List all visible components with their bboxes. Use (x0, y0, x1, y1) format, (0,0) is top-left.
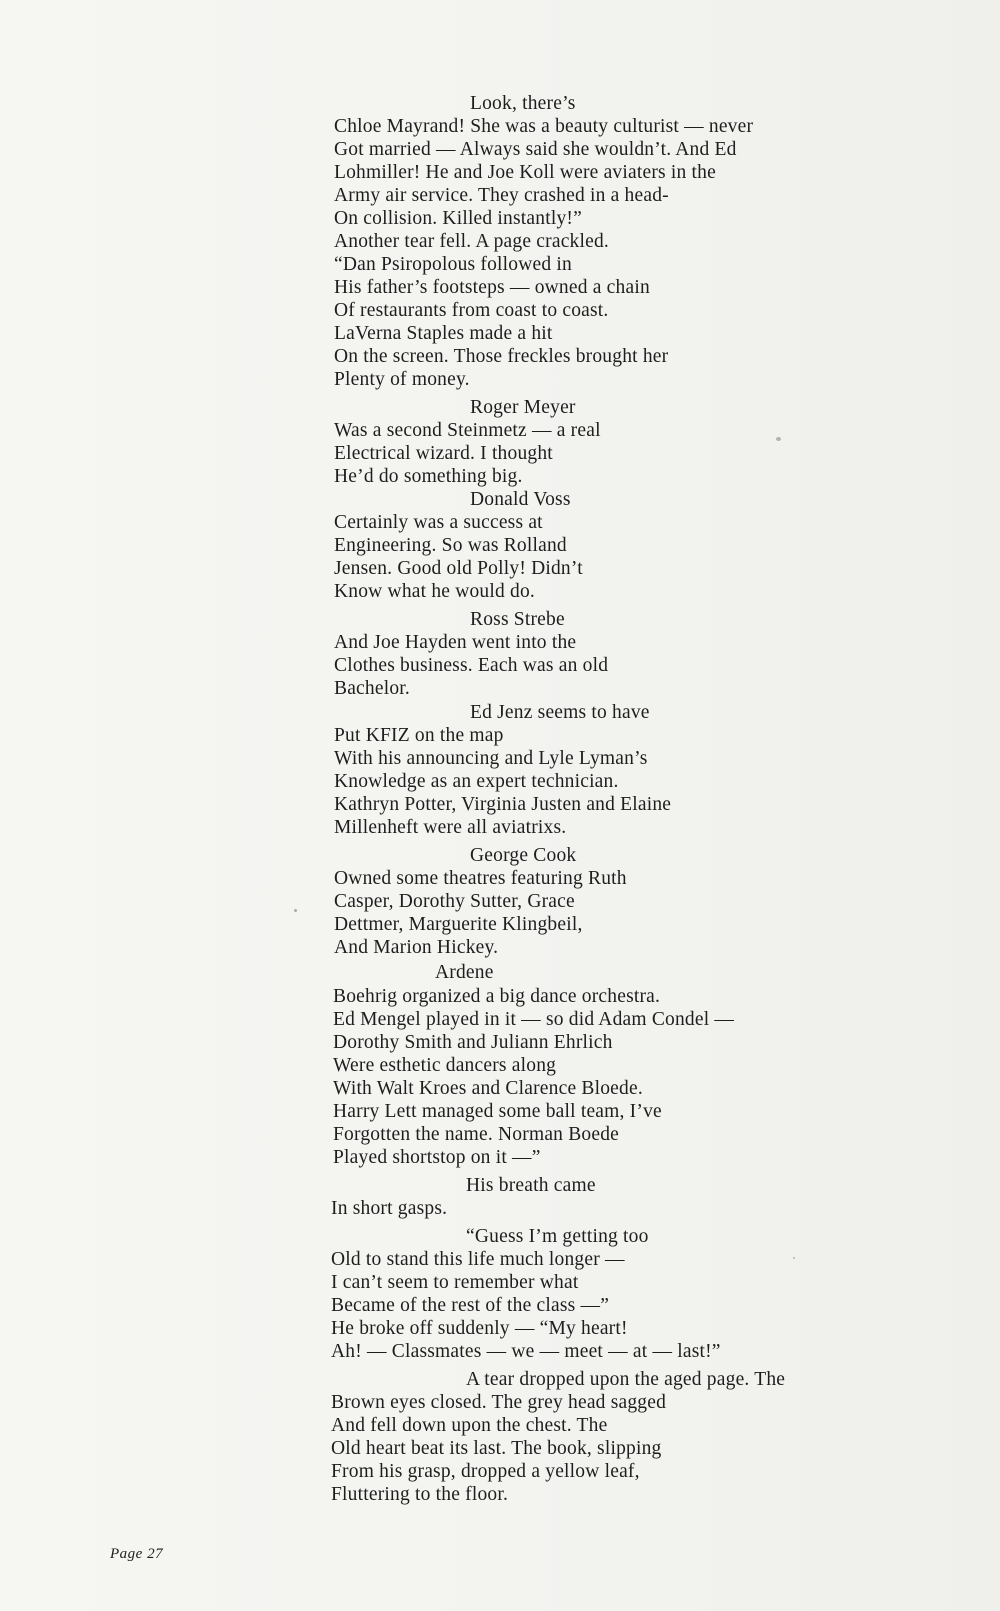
poem-line: Ardene (435, 962, 494, 983)
poem-line: Army air service. They crashed in a head- (334, 185, 669, 206)
poem-line: Engineering. So was Rolland (334, 535, 567, 556)
poem-line: Chloe Mayrand! She was a beauty culturist — never (334, 116, 754, 137)
poem-line: Was a second Steinmetz — a real (334, 420, 601, 441)
poem-line: Ed Mengel played in it — so did Adam Condel — (333, 1009, 735, 1030)
poem-line: Ah! — Classmates — we — meet — at — last!” (331, 1341, 721, 1362)
paper-speck (294, 909, 297, 912)
poem-line: In short gasps. (331, 1198, 448, 1219)
poem-line: Boehrig organized a big dance orchestra. (333, 986, 661, 1007)
poem-line: Roger Meyer (470, 397, 576, 418)
poem-line: And Marion Hickey. (334, 937, 499, 958)
poem-line: “Dan Psiropolous followed in (334, 254, 572, 275)
poem-line: Casper, Dorothy Sutter, Grace (334, 891, 575, 912)
poem-line: Dettmer, Marguerite Klingbeil, (334, 914, 583, 935)
poem-line: Electrical wizard. I thought (334, 443, 553, 464)
poem-line: Another tear fell. A page crackled. (334, 231, 610, 252)
poem-line: Plenty of money. (334, 369, 470, 390)
poem-line: Certainly was a success at (334, 512, 543, 533)
poem-line: Harry Lett managed some ball team, I’ve (333, 1101, 662, 1122)
poem-line: Owned some theatres featuring Ruth (334, 868, 627, 889)
poem-line: Know what he would do. (334, 581, 535, 602)
poem-line: Bachelor. (334, 678, 410, 699)
poem-line: Brown eyes closed. The grey head sagged (331, 1392, 667, 1413)
poem-line: Were esthetic dancers along (333, 1055, 557, 1076)
poem-line: With his announcing and Lyle Lyman’s (334, 748, 648, 769)
poem-line: On collision. Killed instantly!” (334, 208, 582, 229)
poem-line: Ross Strebe (470, 609, 565, 630)
poem-line: Ed Jenz seems to have (470, 702, 650, 723)
poem-line: Clothes business. Each was an old (334, 655, 609, 676)
poem-line: Old heart beat its last. The book, slipping (331, 1438, 662, 1459)
poem-line: “Guess I’m getting too (466, 1226, 649, 1247)
poem-line: Became of the rest of the class —” (331, 1295, 610, 1316)
poem-line: Kathryn Potter, Virginia Justen and Elaine (334, 794, 672, 815)
poem-line: He broke off suddenly — “My heart! (331, 1318, 628, 1339)
poem-line: He’d do something big. (334, 466, 523, 487)
poem-line: His breath came (466, 1175, 596, 1196)
page-number: Page 27 (110, 1546, 164, 1562)
poem-line: Jensen. Good old Polly! Didn’t (334, 558, 583, 579)
poem-line: And Joe Hayden went into the (334, 632, 577, 653)
poem-line: And fell down upon the chest. The (331, 1415, 608, 1436)
poem-line: Old to stand this life much longer — (331, 1249, 625, 1270)
poem-line: From his grasp, dropped a yellow leaf, (331, 1461, 640, 1482)
poem-line: Dorothy Smith and Juliann Ehrlich (333, 1032, 613, 1053)
paper-speck (776, 437, 781, 441)
paper-speck (793, 1257, 795, 1259)
poem-line: Look, there’s (470, 93, 576, 114)
poem-line: Of restaurants from coast to coast. (334, 300, 609, 321)
poem-line: Knowledge as an expert technician. (334, 771, 619, 792)
poem-line: Got married — Always said she wouldn’t. And Ed (334, 139, 737, 160)
poem-line: Donald Voss (470, 489, 571, 510)
poem-line: Forgotten the name. Norman Boede (333, 1124, 620, 1145)
poem-line: On the screen. Those freckles brought her (334, 346, 669, 367)
poem-line: With Walt Kroes and Clarence Bloede. (333, 1078, 643, 1099)
poem-line: George Cook (470, 845, 577, 866)
poem-line: His father’s footsteps — owned a chain (334, 277, 650, 298)
poem-line: A tear dropped upon the aged page. The (466, 1369, 786, 1390)
poem-line: Millenheft were all aviatrixs. (334, 817, 567, 838)
poem-line: Fluttering to the floor. (331, 1484, 509, 1505)
poem-line: Put KFIZ on the map (334, 725, 504, 746)
poem-line: Played shortstop on it —” (333, 1147, 541, 1168)
poem-line: I can’t seem to remember what (331, 1272, 579, 1293)
poem-line: Lohmiller! He and Joe Koll were aviaters in the (334, 162, 716, 183)
poem-line: LaVerna Staples made a hit (334, 323, 553, 344)
